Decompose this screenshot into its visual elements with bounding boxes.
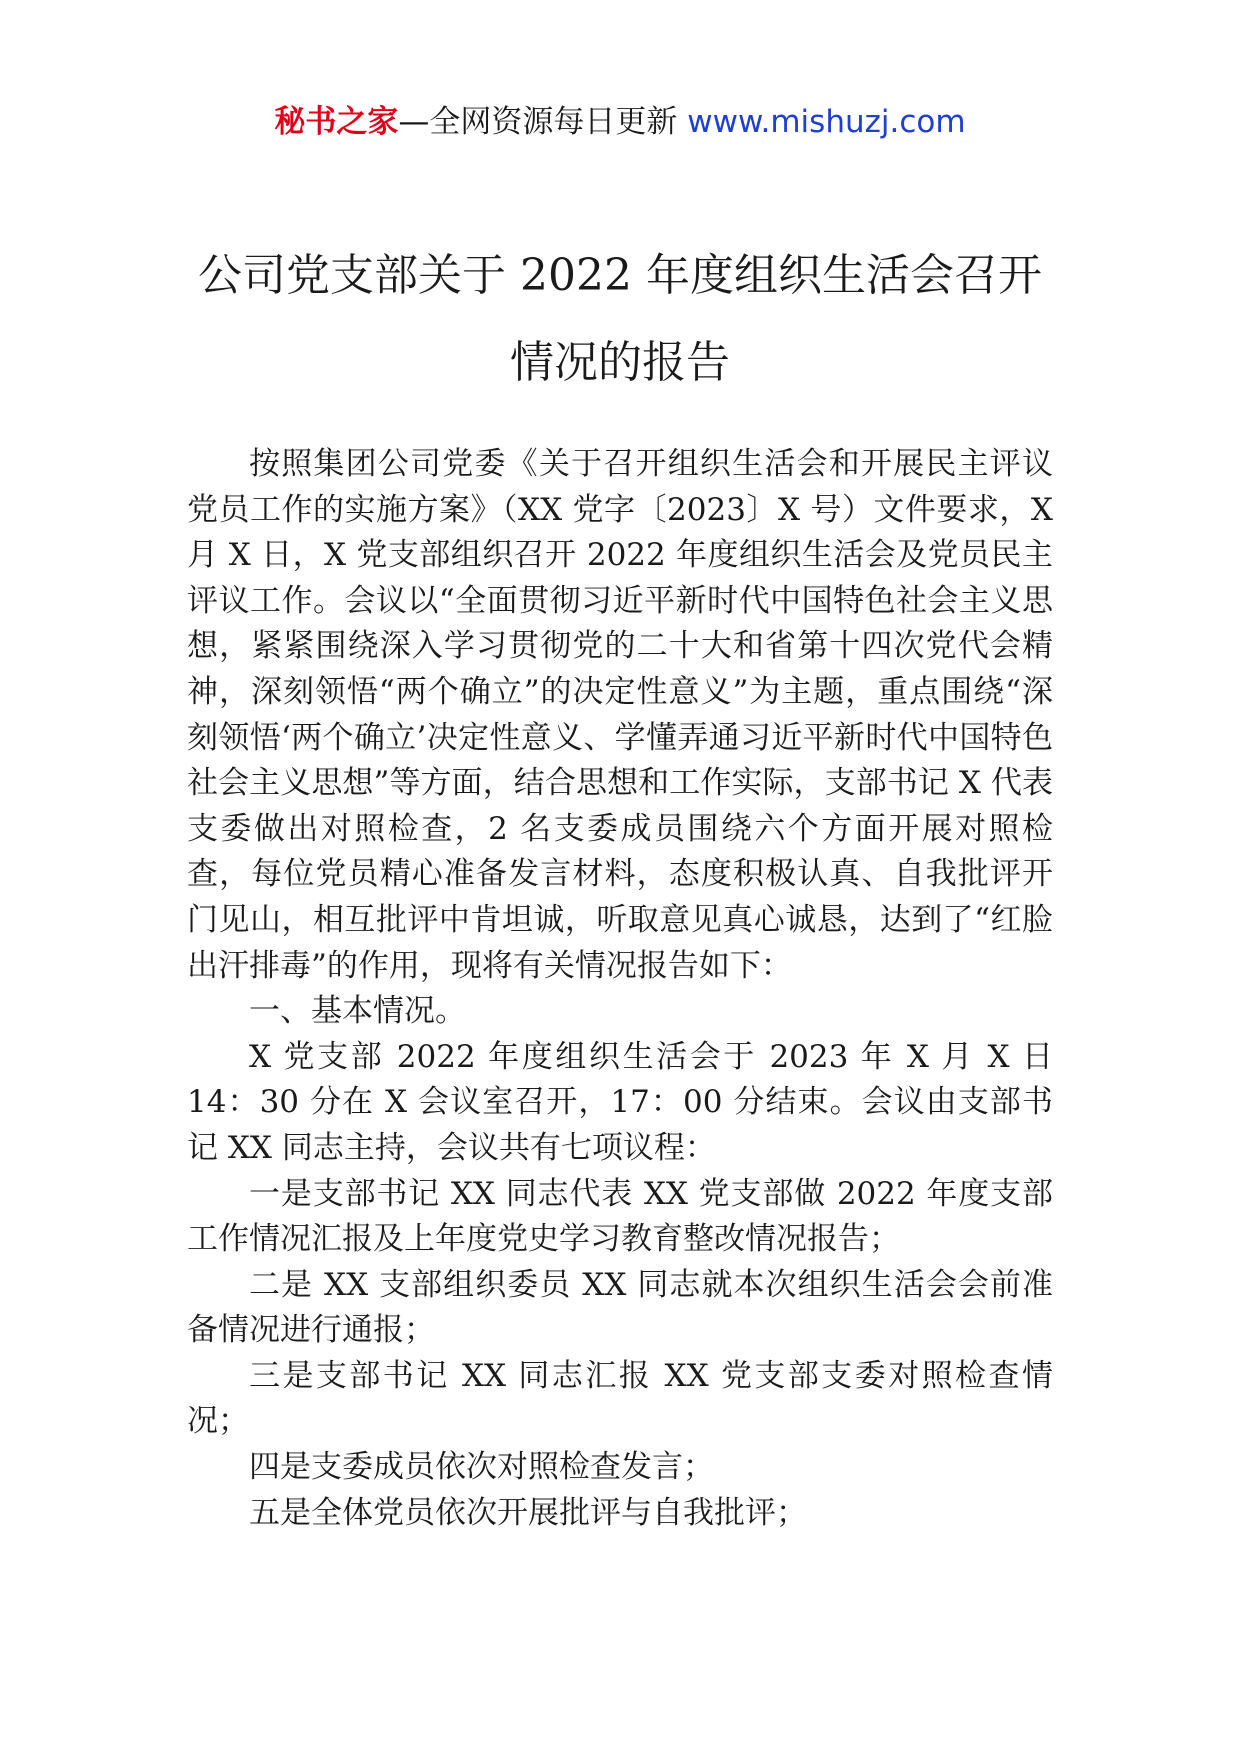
paragraph-meeting-info: X 党支部 2022 年度组织生活会于 2023 年 X 月 X 日 14：30 分在 X 会议室召开，17：00 分结束。会议由支部书记 XX 同志主持，会议共有七项议程： bbox=[187, 1038, 1053, 1166]
agenda-item-1: 一是支部书记 XX 同志代表 XX 党支部做 2022 年度支部工作情况汇报及上年度党史学习教育整改情况报告； bbox=[187, 1175, 1053, 1258]
agenda-item-4: 四是支委成员依次对照检查发言； bbox=[249, 1449, 714, 1486]
agenda-item-5: 五是全体党员依次开展批评与自我批评； bbox=[249, 1494, 807, 1531]
header-brand: 秘书之家 bbox=[274, 104, 399, 140]
paragraph-intro: 按照集团公司党委《关于召开组织生活会和开展民主评议党员工作的实施方案》（XX 党字〔2023〕X 号）文件要求，X 月 X 日，X 党支部组织召开 2022 年度组织生活会及党员民主评议工作。会议以“全面贯彻习近平新时代中国特色社会主义思想，紧紧围绕深入学习贯彻党的二十大和省第十四次党代会精神，深刻领悟“两个确立”的决定性意义”为主题，重点围绕“深刻领悟‘两个确立’决定性意义、学懂弄通习近平新时代中国特色社会主义思想”等方面，结合思想和工作实际，支部书记 X 代表支委做出对照检查，2 名支委成员围绕六个方面开展对照检查，每位党员精心准备发言材料，态度积极认真、自我批评开门见山，相互批评中肯坦诚，听取意见真心诚恳，达到了“红脸出汗排毒”的作用，现将有关情况报告如下： bbox=[187, 446, 1053, 984]
site-header bbox=[0, 100, 1240, 144]
document-body bbox=[187, 442, 1053, 1536]
header-url-link[interactable]: www.mishuzj.com bbox=[687, 104, 966, 140]
document-title bbox=[150, 232, 1090, 406]
header-tagline: —全网资源每日更新 bbox=[398, 104, 678, 140]
section-heading-basic: 一、基本情况。 bbox=[249, 993, 466, 1030]
agenda-item-3: 三是支部书记 XX 同志汇报 XX 党支部支委对照检查情况； bbox=[187, 1357, 1053, 1440]
document-title-line-1: 公司党支部关于 2022 年度组织生活会召开 bbox=[198, 250, 1042, 301]
document-title-line-2: 情况的报告 bbox=[510, 337, 730, 388]
agenda-item-2: 二是 XX 支部组织委员 XX 同志就本次组织生活会会前准备情况进行通报； bbox=[187, 1266, 1053, 1349]
